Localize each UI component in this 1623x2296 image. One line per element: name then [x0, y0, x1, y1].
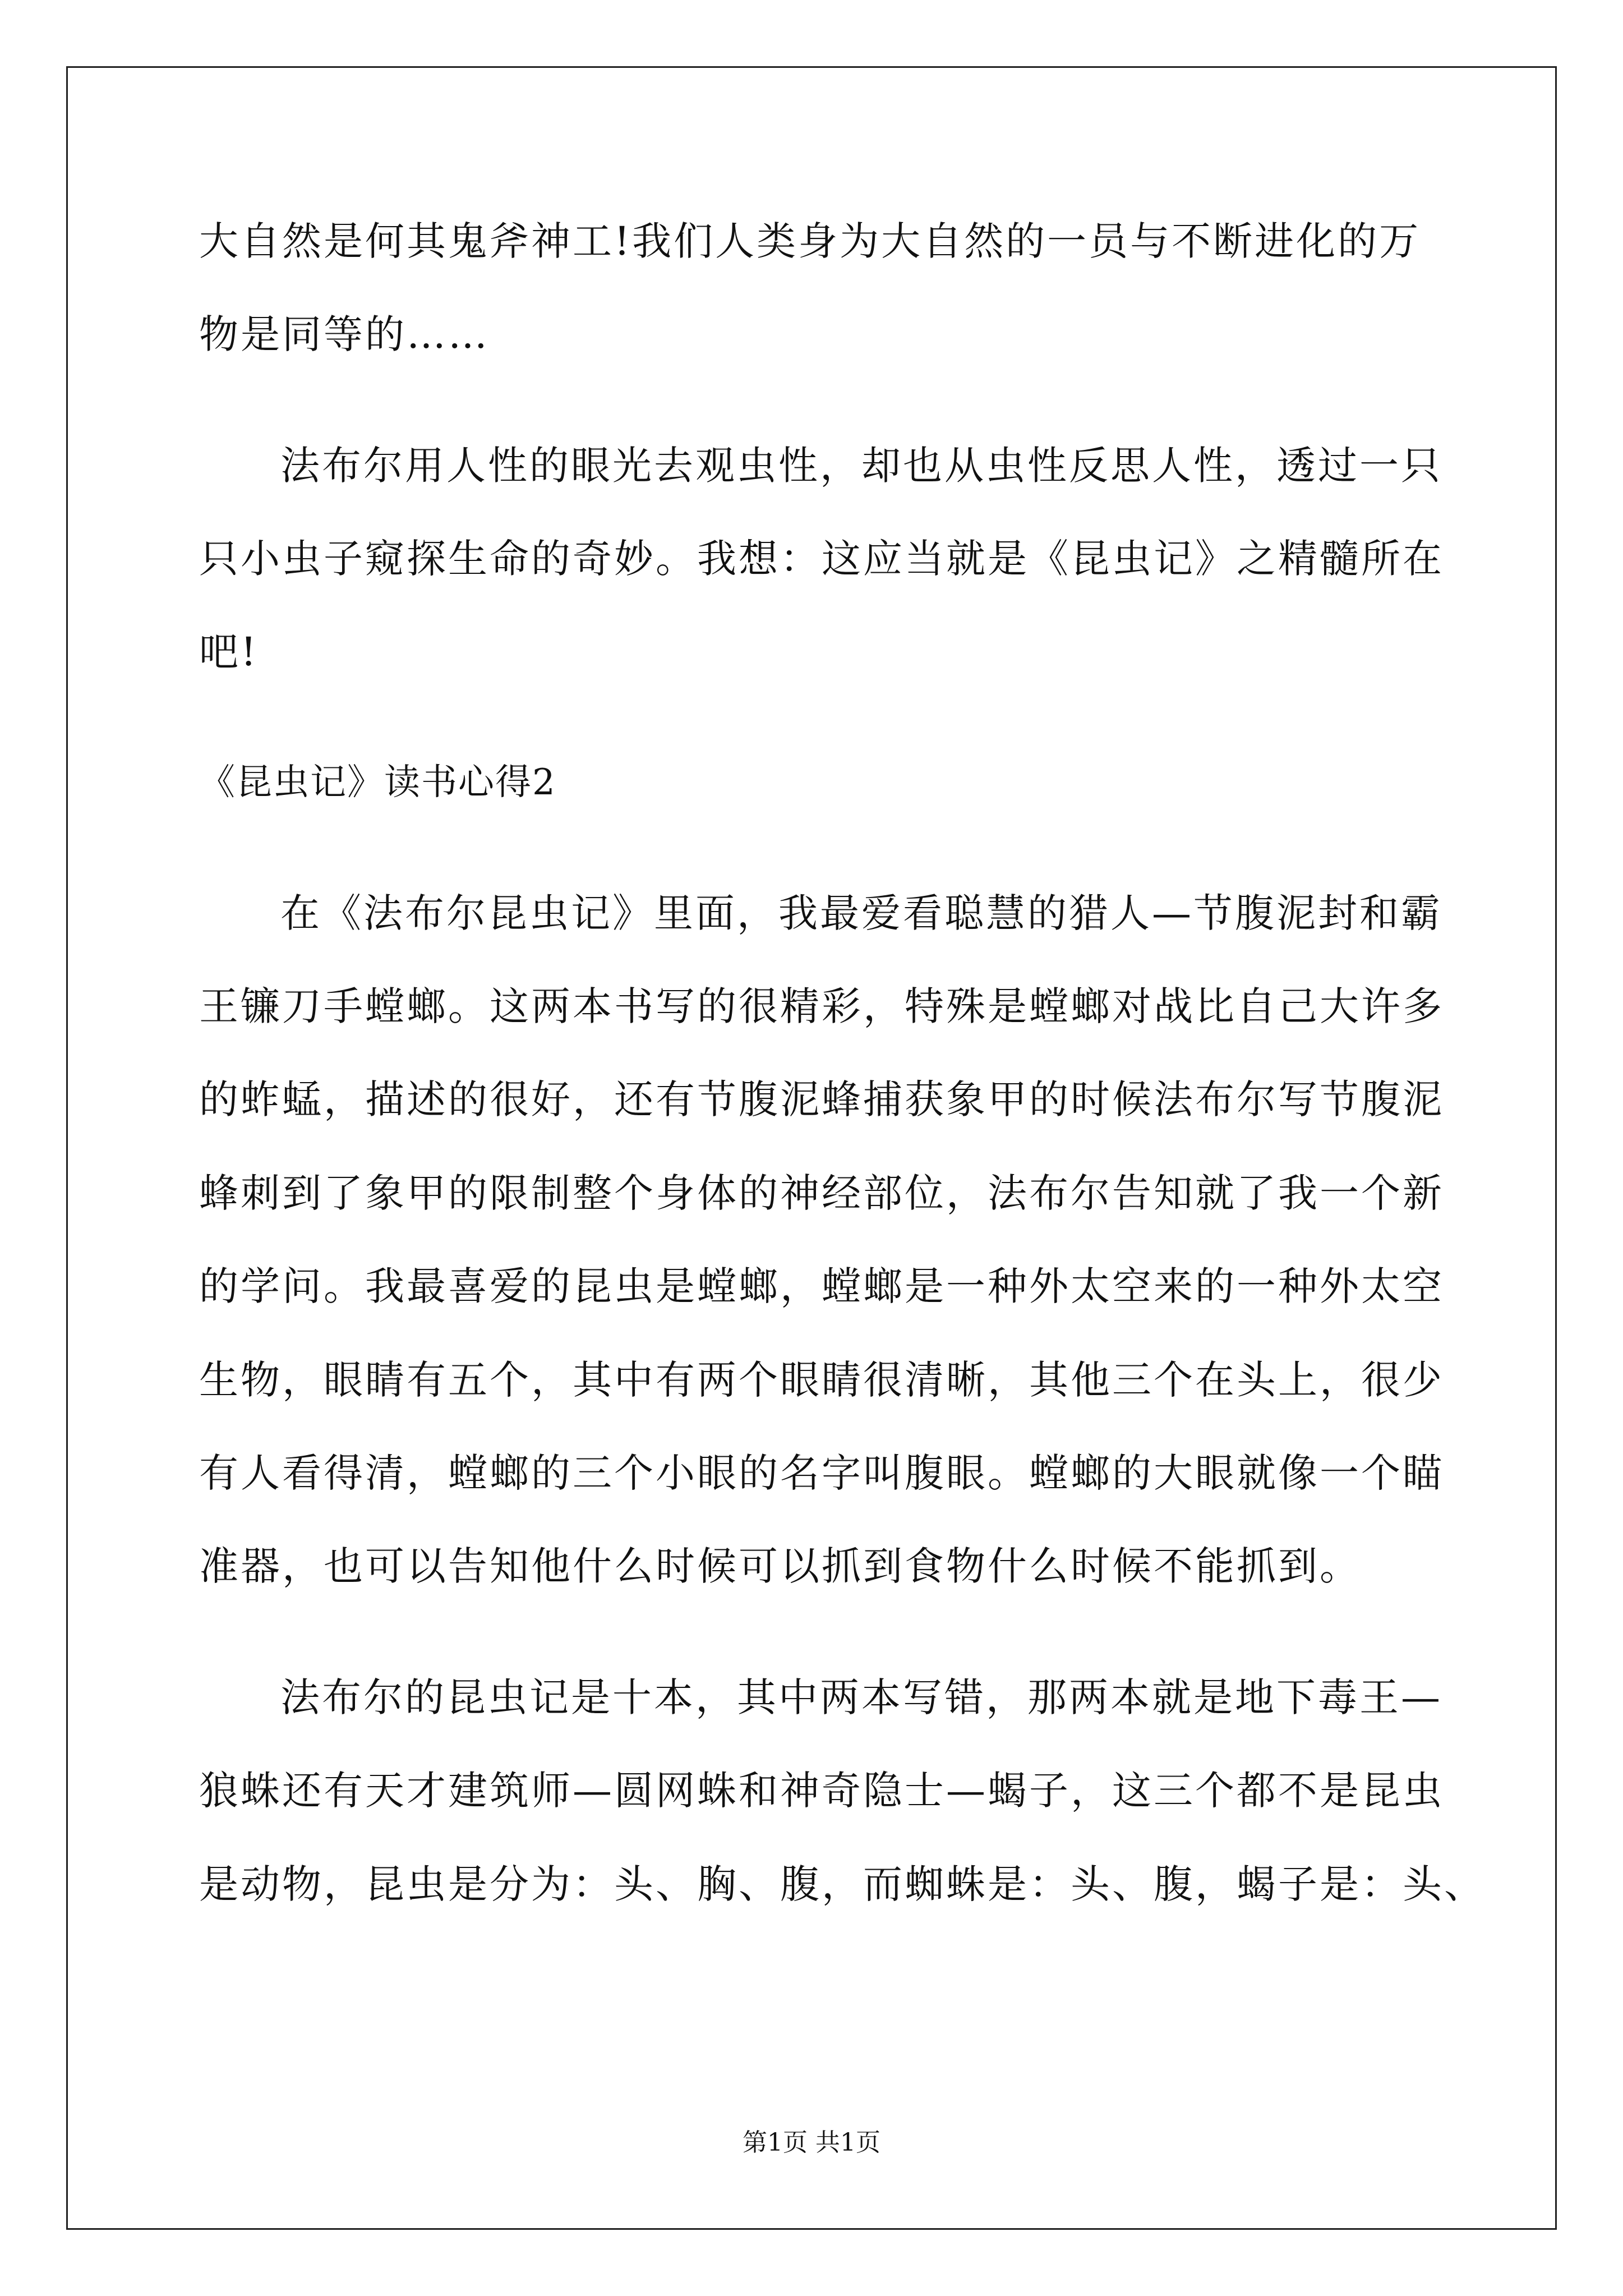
paragraph-line: 法布尔用人性的眼光去观虫性，却也从虫性反思人性，透过一只 [280, 443, 1442, 489]
section-heading: 《昆虫记》读书心得2 [199, 762, 556, 803]
paragraph-line: 的蚱蜢，描述的很好，还有节腹泥蜂捕获象甲的时候法布尔写节腹泥 [199, 1076, 1444, 1122]
paragraph-line: 王镰刀手螳螂。这两本书写的很精彩，特殊是螳螂对战比自己大许多 [199, 983, 1444, 1029]
page-number-footer: 第1页 共1页 [743, 2128, 880, 2157]
paragraph-line: 蜂刺到了象甲的限制整个身体的神经部位，法布尔告知就了我一个新 [199, 1170, 1444, 1216]
paragraph-line: 准器，也可以告知他什么时候可以抓到食物什么时候不能抓到。 [199, 1543, 1361, 1589]
paragraph-line: 只小虫子窥探生命的奇妙。我想：这应当就是《昆虫记》之精髓所在 [199, 536, 1444, 582]
paragraph-line: 生物，眼睛有五个，其中有两个眼睛很清晰，其他三个在头上，很少 [199, 1357, 1444, 1403]
paragraph-line: 狼蛛还有天才建筑师—圆网蛛和神奇隐士—蝎子，这三个都不是昆虫 [199, 1768, 1444, 1814]
paragraph-line: 是动物，昆虫是分为：头、胸、腹，而蜘蛛是：头、腹，蝎子是：头、 [199, 1861, 1486, 1907]
paragraph-line: 吧! [199, 629, 259, 675]
paragraph-line: 法布尔的昆虫记是十本，其中两本写错，那两本就是地下毒王— [280, 1674, 1442, 1720]
paragraph-line: 在《法布尔昆虫记》里面，我最爱看聪慧的猎人—节腹泥封和霸 [280, 890, 1442, 936]
paragraph-line: 大自然是何其鬼斧神工!我们人类身为大自然的一员与不断进化的万 [199, 218, 1421, 264]
paragraph-line: 有人看得清，螳螂的三个小眼的名字叫腹眼。螳螂的大眼就像一个瞄 [199, 1450, 1444, 1496]
paragraph-line: 的学问。我最喜爱的昆虫是螳螂，螳螂是一种外太空来的一种外太空 [199, 1263, 1444, 1309]
paragraph-line: 物是同等的…… [199, 311, 490, 357]
